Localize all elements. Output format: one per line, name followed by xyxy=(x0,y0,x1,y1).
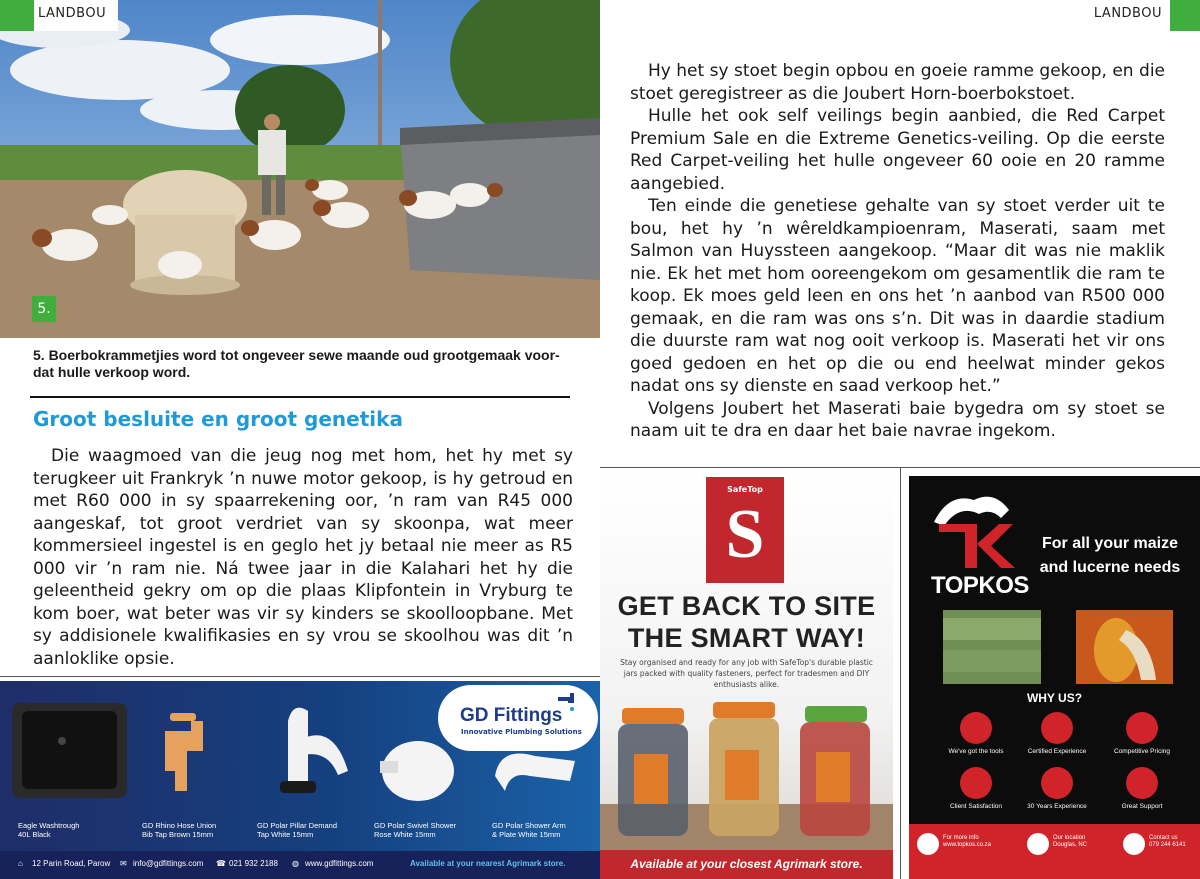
gd-fittings-ad[interactable] xyxy=(0,681,600,879)
section-label: LANDBOU xyxy=(38,6,107,21)
gd-website[interactable]: www.gdfittings.com xyxy=(305,859,374,868)
goat-photo xyxy=(0,0,600,338)
paragraph: Die waagmoed van die jeug nog met hom, het hy met sy terugkeer uit Frankryk ’n nuwe motor gekoop, is hy getroud en met R60 000 in sy spaarrekening oor, ’n ram van R45 000 aangeskaf, tot groot verdriet van sy skoonpa, wat meer kommersieel ingestel is en geglo het jy betaal nie meer as R5 000 vir ’n ram nie. Ná twee jaar in die Kalahari het hy die geleentheid gekry om op die plaas Klipfontein in Vryburg te kom boer, wat beter was vir sy kinders se skoolloopbane. Met sy addisionele kwalifikasies en sy vrou se skoolhou was dit ’n aanloklike opsie. xyxy=(33,446,573,669)
support-icon xyxy=(1126,767,1158,799)
fastener-jars-illustration xyxy=(600,694,893,850)
paragraph: Hy het sy stoet begin opbou en goeie ramme gekoop, en die stoet geregistreer as die Joubert Horn-boerbokstoet. xyxy=(630,61,1165,104)
topkos-brand-name: TOPKOS xyxy=(931,572,1029,599)
article-body-right xyxy=(630,60,1165,443)
safetop-ad[interactable] xyxy=(600,469,893,879)
safetop-body: Stay organised and ready for any job with SafeTop's durable plastic jars packed with quality fasteners, perfect for tradesmen and DIY enthusiasts alike. xyxy=(620,658,873,689)
client-satisfaction-icon xyxy=(960,767,992,799)
feature-label: We've got the tools xyxy=(948,748,1004,755)
maize-cob-image xyxy=(1076,610,1173,684)
product-label xyxy=(18,821,79,839)
globe-icon: ◍ xyxy=(292,859,299,868)
feature-label: Great Support xyxy=(1121,803,1163,810)
safetop-logo-text: SafeTop xyxy=(727,485,763,494)
safetop-logo xyxy=(706,477,784,583)
ad-divider xyxy=(0,676,600,677)
product-detail: 40L Black xyxy=(18,830,51,839)
product-name: GD Polar Pillar Demand xyxy=(257,821,338,830)
product-detail: Bib Tap Brown 15mm xyxy=(142,830,214,839)
paragraph: Hulle het ook self veilings begin aanbied, die Red Carpet Premium Sale en die Extreme Genetics-veiling. Op die eerste Red Carpet-veiling het hulle ongeveer 60 ooie en 20 ramme aangebied. xyxy=(630,106,1165,194)
product-label xyxy=(257,821,337,839)
gd-address: 12 Parin Road, Parow xyxy=(32,859,111,868)
section-tag-left xyxy=(0,0,118,31)
contact-info[interactable] xyxy=(1149,835,1186,849)
phone-icon: ☎ xyxy=(216,859,226,868)
clock-icon xyxy=(1041,767,1073,799)
product-label xyxy=(142,821,216,839)
gd-phone[interactable]: 021 932 2188 xyxy=(229,859,278,868)
caption-divider xyxy=(30,396,570,398)
topkos-logo-mark xyxy=(929,492,1019,570)
contact-title: For more info xyxy=(943,835,979,841)
phone-icon xyxy=(1123,833,1145,855)
feature-label: Client Satisfaction xyxy=(949,803,1003,810)
section-label: LANDBOU xyxy=(1093,6,1162,21)
safetop-availability: Available at your closest Agrimark store. xyxy=(600,850,893,879)
product-label xyxy=(374,821,456,839)
contact-info xyxy=(1053,835,1087,849)
photo-caption: 5. Boerbokrammetjies word tot ongeveer sewe maande oud grootgemaak voor-dat hulle verkoop word. xyxy=(33,347,560,380)
globe-icon xyxy=(917,833,939,855)
contact-title: Contact us xyxy=(1149,835,1178,841)
safetop-headline-1: GET BACK TO SITE xyxy=(617,591,876,621)
article-body-left xyxy=(33,445,573,670)
topkos-why-heading: WHY US? xyxy=(1026,691,1083,705)
feature-label: Certified Experience xyxy=(1027,748,1087,755)
gd-availability: Available at your nearest Agrimark store. xyxy=(410,859,566,868)
email-icon: ✉ xyxy=(120,859,127,868)
gd-tagline: Innovative Plumbing Solutions xyxy=(461,728,582,736)
article-subheading: Groot besluite en groot genetika xyxy=(33,407,403,431)
topkos-contact-bar xyxy=(909,824,1200,879)
product-name: Eagle Washtrough xyxy=(18,821,80,830)
feature-label: 30 Years Experience xyxy=(1027,803,1087,810)
contact-value: www.topkos.co.za xyxy=(943,842,992,848)
product-label xyxy=(492,821,566,839)
product-name: GD Polar Shower Arm xyxy=(492,821,566,830)
contact-value: Douglas, NC xyxy=(1053,842,1088,848)
topkos-tagline: For all your maize and lucerne needs xyxy=(1039,535,1181,576)
paragraph: Ten einde die genetiese gehalte van sy stoet verder uit te bou, het hy ’n wêreldkampioenram, Maserati, saam met Salmon van Huyssteen aangekoop. “Maar dit was nie maklik nie. Ek het met hom ooreengekom om gesamentlik die ram te koop. Ek moes geld leen en ons het ’n aanbod van R500 000 gemaak, en die ram was ons s’n. Dit was in daardie stadium die duurste ram wat nog ooit verkoop is. Maserati het vir ons goed gedoen en het op die ou end heelwat minder gekos nadat ons sy dienste en saad verkoop het.” xyxy=(630,196,1165,396)
section-tag-accent xyxy=(0,0,34,31)
topkos-ad[interactable] xyxy=(909,476,1200,879)
product-name: GD Polar Swivel Shower xyxy=(374,821,457,830)
product-detail: Rose White 15mm xyxy=(374,830,436,839)
certificate-icon xyxy=(1041,712,1073,744)
product-detail: & Plate White 15mm xyxy=(492,830,561,839)
home-icon: ⌂ xyxy=(18,859,23,868)
section-tag-right xyxy=(1082,0,1200,31)
tools-icon xyxy=(960,712,992,744)
product-detail: Tap White 15mm xyxy=(257,830,314,839)
gd-contact-bar xyxy=(0,851,600,879)
contact-title: Our location xyxy=(1053,835,1086,841)
lucerne-bale-image xyxy=(943,610,1041,684)
section-tag-accent xyxy=(1170,0,1200,31)
credit-card-icon xyxy=(1126,712,1158,744)
gd-email[interactable]: info@gdfittings.com xyxy=(133,859,204,868)
contact-value: 079 244 6141 xyxy=(1149,842,1186,848)
product-name: GD Rhino Hose Union xyxy=(142,821,217,830)
ad-divider xyxy=(900,467,901,879)
contact-info[interactable] xyxy=(943,835,991,849)
paragraph: Volgens Joubert het Maserati baie bygedra om sy stoet se naam uit te dra en daar het baie navrae ingekom. xyxy=(630,398,1165,441)
safetop-s-mark: S xyxy=(725,496,765,573)
feature-label: Competitive Pricing xyxy=(1114,748,1170,755)
gd-brand-name: GD Fittings xyxy=(460,705,563,726)
figure-number-badge: 5. xyxy=(32,296,56,322)
location-pin-icon xyxy=(1027,833,1049,855)
safetop-headline-2: THE SMART WAY! xyxy=(627,623,866,653)
goat-scene-illustration xyxy=(0,0,600,338)
